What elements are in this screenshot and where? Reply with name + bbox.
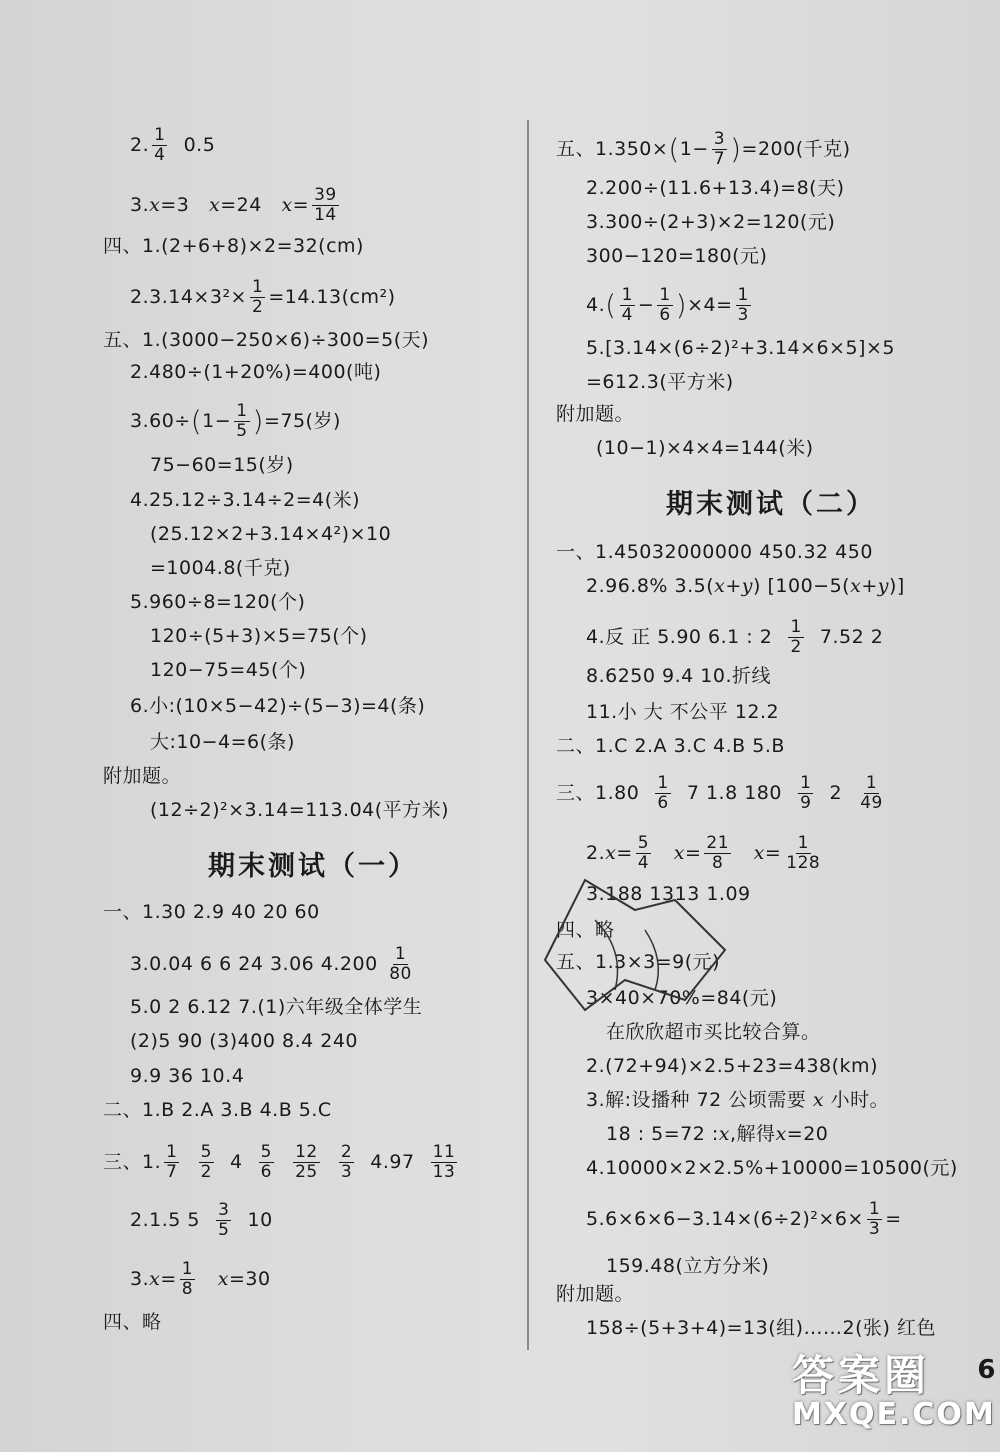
page-number: 6 — [977, 1355, 996, 1385]
fraction: $\frac{1}{80}$ — [389, 944, 412, 984]
answer-line: 五、1.3×3=9(元) — [556, 951, 721, 973]
section-heading-final-test-1: 期末测试（一） — [208, 851, 418, 882]
section-label: 附加题。 — [103, 765, 182, 787]
answer-line: 四、略 — [103, 1311, 162, 1333]
section-heading-final-test-2: 期末测试（二） — [666, 489, 876, 520]
fraction: $\frac{39}{14}$ — [314, 185, 337, 225]
answer-line: 五、1.350×(1− $\frac{3}{7}$ )=200(千克) — [556, 129, 851, 169]
answer-line: (10−1)×4×4=144(米) — [596, 437, 814, 459]
answer-line: 9.9 36 10.4 — [130, 1065, 245, 1087]
fraction: $\frac{1}{3}$ — [868, 1199, 881, 1239]
answer-line: (2)5 90 (3)400 8.4 240 — [130, 1030, 358, 1052]
answer-line: (12÷2)²×3.14=113.04(平方米) — [150, 799, 450, 821]
answer-line: 3.188 1313 1.09 — [586, 883, 751, 905]
fraction: $\frac{5}{2}$ — [200, 1142, 212, 1182]
answer-line: 18 : 5=72 :x,解得x=20 — [606, 1123, 829, 1145]
answer-line: 120−75=45(个) — [150, 659, 307, 681]
watermark-url: MXQE.COM — [792, 1397, 996, 1432]
stamp-scribble — [525, 860, 755, 1030]
fraction: $\frac{1}{2}$ — [251, 277, 264, 317]
answer-line: 300−120=180(元) — [586, 245, 768, 267]
answer-line: 3.0.04 6 6 24 3.06 4.200 $\frac{1}{80}$ — [130, 944, 412, 984]
fraction: $\frac{21}{8}$ — [706, 833, 730, 873]
answer-line: 159.48(立方分米) — [606, 1255, 770, 1277]
fraction: $\frac{1}{7}$ — [166, 1142, 178, 1182]
fraction: $\frac{1}{4}$ — [621, 285, 633, 325]
answer-line: 6.小:(10×5−42)÷(5−3)=4(条) — [130, 695, 426, 717]
fraction: $\frac{5}{6}$ — [260, 1142, 272, 1182]
answer-line: 三、1.80 $\frac{1}{6}$ 7 1.8 180 $\frac{1}{9}$ 2 $\frac{1}{49}$ — [556, 773, 883, 813]
fraction: $\frac{2}{3}$ — [340, 1142, 353, 1182]
fraction: $\frac{12}{25}$ — [295, 1142, 318, 1182]
fraction: $\frac{3}{7}$ — [713, 129, 726, 169]
fraction: $\frac{1}{9}$ — [800, 773, 812, 813]
answer-line: =1004.8(千克) — [150, 557, 291, 579]
answer-line: 4.反 正 5.90 6.1 : 2 $\frac{1}{2}$ 7.52 2 — [586, 617, 884, 657]
fraction: $\frac{1}{128}$ — [786, 833, 821, 873]
answer-line: 2.1.5 5 $\frac{3}{5}$ 10 — [130, 1200, 273, 1240]
answer-line: 4.25.12÷3.14÷2=4(米) — [130, 489, 361, 511]
answer-line: 2.x= $\frac{5}{4}$ x= $\frac{21}{8}$ x= $\frac{1}{128}$ — [586, 833, 821, 873]
answer-line: 2. $\frac{1}{4}$ 0.5 — [130, 125, 216, 165]
fraction: $\frac{1}{8}$ — [181, 1259, 194, 1299]
fraction: $\frac{1}{4}$ — [154, 125, 166, 165]
fraction: $\frac{1}{3}$ — [737, 285, 749, 325]
answer-line: 3.300÷(2+3)×2=120(元) — [586, 211, 836, 233]
fraction: $\frac{1}{6}$ — [657, 773, 669, 813]
answer-line: 3.x= $\frac{1}{8}$ x=30 — [130, 1259, 271, 1299]
answer-line: 3.解:设播种 72 公顷需要 x 小时。 — [586, 1089, 890, 1111]
answer-line: 5.[3.14×(6÷2)²+3.14×6×5]×5 — [586, 337, 895, 359]
watermark-title: 答案圈 — [792, 1351, 931, 1400]
fraction: $\frac{1}{49}$ — [860, 773, 883, 813]
answer-line: 在欣欣超市买比较合算。 — [606, 1021, 821, 1043]
answer-line: 5.960÷8=120(个) — [130, 591, 306, 613]
answer-line: 120÷(5+3)×5=75(个) — [150, 625, 368, 647]
column-divider — [527, 120, 529, 1350]
answer-line: =612.3(平方米) — [586, 371, 734, 393]
section-label: 附加题。 — [556, 1283, 635, 1305]
fraction: $\frac{5}{4}$ — [637, 833, 650, 873]
answer-line: 75−60=15(岁) — [150, 454, 294, 476]
bleed-through — [440, 125, 444, 141]
answer-line: 11.小 大 不公平 12.2 — [586, 701, 780, 723]
answer-line: 2.200÷(11.6+13.4)=8(天) — [586, 177, 845, 199]
answer-line: 4.10000×2×2.5%+10000=10500(元) — [586, 1157, 958, 1179]
section-label: 附加题。 — [556, 403, 635, 425]
answer-line: 158÷(5+3+4)=13(组)……2(张) 红色 — [586, 1317, 936, 1339]
answer-line: 五、1.(3000−250×6)÷300=5(天) — [103, 329, 430, 351]
answer-line: 5.6×6×6−3.14×(6÷2)²×6× $\frac{1}{3}$ = — [586, 1199, 902, 1239]
answer-line: 8.6250 9.4 10.折线 — [586, 665, 771, 687]
answer-line: 四、略 — [556, 919, 615, 941]
answer-line: 二、1.B 2.A 3.B 4.B 5.C — [103, 1099, 332, 1121]
answer-line: 一、1.30 2.9 40 20 60 — [103, 901, 320, 923]
answer-line: 三、1. $\frac{1}{7}$ $\frac{5}{2}$ 4 $\frac{5}{6}$ $\frac{12}{25}$ $\frac{2}{3}$ 4.97 $\frac{11}{13}$ — [103, 1142, 456, 1182]
fraction: $\frac{11}{13}$ — [432, 1142, 456, 1182]
answer-line: 一、1.45032000000 450.32 450 — [556, 541, 873, 563]
fraction: $\frac{3}{5}$ — [218, 1200, 230, 1240]
answer-line: 3.60÷(1− $\frac{1}{5}$ )=75(岁) — [130, 401, 341, 441]
answer-line: 2.(72+94)×2.5+23=438(km) — [586, 1055, 878, 1077]
answer-line: 四、1.(2+6+8)×2=32(cm) — [103, 235, 364, 257]
answer-line: 3.x=3 x=24 x= $\frac{39}{14}$ — [130, 185, 337, 225]
answer-line: 3×40×70%=84(元) — [586, 987, 778, 1009]
answer-line: 2.480÷(1+20%)=400(吨) — [130, 361, 382, 383]
fraction: $\frac{1}{6}$ — [659, 285, 671, 325]
fraction: $\frac{1}{5}$ — [236, 401, 248, 441]
answer-line: (25.12×2+3.14×4²)×10 — [150, 523, 392, 545]
answer-line: 大:10−4=6(条) — [150, 731, 295, 753]
fraction: $\frac{1}{2}$ — [790, 617, 802, 657]
answer-line: 4.( $\frac{1}{4}$ − $\frac{1}{6}$ )×4= $\frac{1}{3}$ — [586, 285, 749, 325]
watermark-logo — [792, 1343, 996, 1438]
answer-line: 二、1.C 2.A 3.C 4.B 5.B — [556, 735, 785, 757]
answer-line: 2.96.8% 3.5(x+y) [100−5(x+y)] — [586, 575, 905, 597]
answer-line: 5.0 2 6.12 7.(1)六年级全体学生 — [130, 996, 423, 1018]
answer-line: 2.3.14×3²× $\frac{1}{2}$ =14.13(cm²) — [130, 277, 396, 317]
